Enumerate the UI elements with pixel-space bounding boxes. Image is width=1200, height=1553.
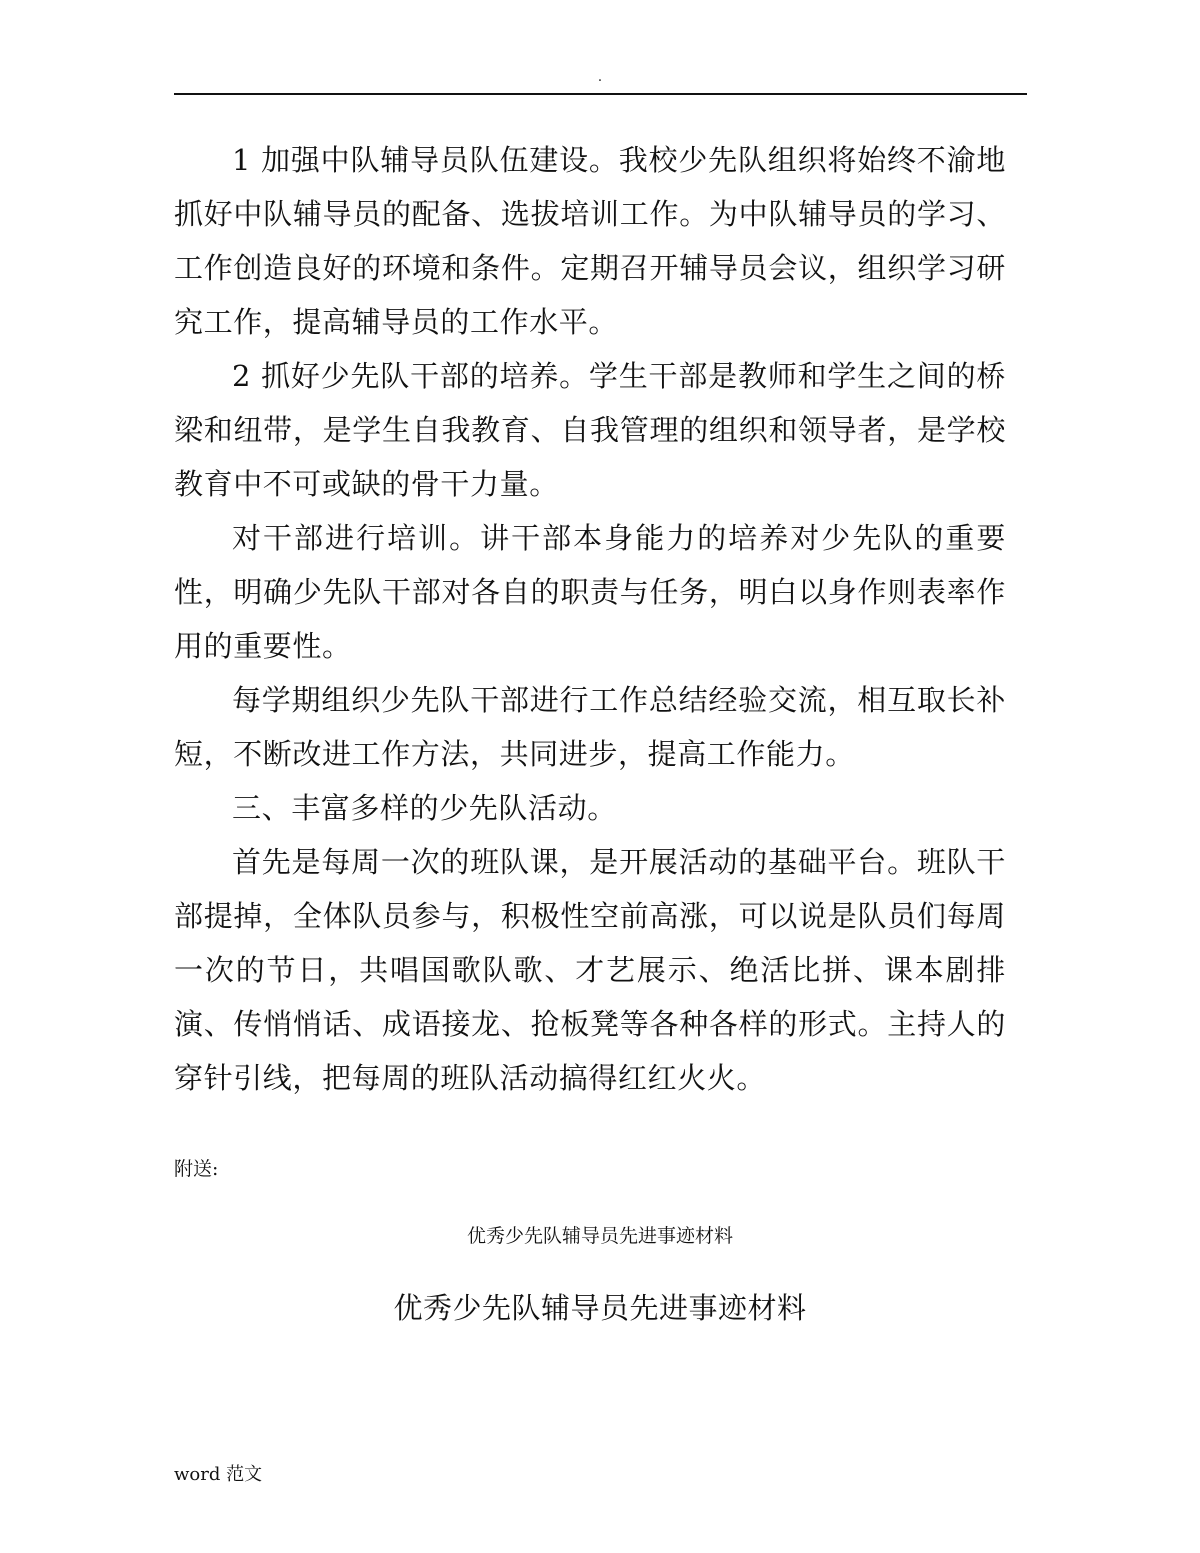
paragraph-5: 首先是每周一次的班队课，是开展活动的基础平台。班队干部提掉，全体队员参与，积极性空前高涨，可以说是队员们每周一次的节日，共唱国歌队歌、才艺展示、绝活比拼、课本剧排演、传悄悄话、成语接龙、抢板凳等各种各样的形式。主持人的穿针引线，把每周的班队活动搞得红红火火。 <box>174 845 1006 1095</box>
paragraph-1: 1 加强中队辅导员队伍建设。我校少先队组织将始终不渝地抓好中队辅导员的配备、选拔培训工作。为中队辅导员的学习、工作创造良好的环境和条件。定期召开辅导员会议，组织学习研究工作，提高辅导员的工作水平。 <box>174 143 1006 339</box>
attachment-subtitle: 优秀少先队辅导员先进事迹材料 <box>466 1225 733 1247</box>
section-heading: 三、丰富多样的少先队活动。 <box>232 791 617 825</box>
page-footer: word 范文 <box>174 1464 263 1485</box>
paragraph-4: 每学期组织少先队干部进行工作总结经验交流，相互取长补短，不断改进工作方法，共同进步，提高工作能力。 <box>174 683 1006 771</box>
paragraph-3: 对干部进行培训。讲干部本身能力的培养对少先队的重要性，明确少先队干部对各自的职责与任务，明白以身作则表率作用的重要性。 <box>174 521 1006 663</box>
header-mark: . <box>597 69 603 85</box>
paragraph-2: 2 抓好少先队干部的培养。学生干部是教师和学生之间的桥梁和纽带，是学生自我教育、自我管理的组织和领导者，是学校教育中不可或缺的骨干力量。 <box>174 359 1006 501</box>
document-body <box>174 133 1006 1105</box>
attachment-label: 附送: <box>174 1158 219 1180</box>
header-rule <box>174 93 1027 95</box>
attachment-title: 优秀少先队辅导员先进事迹材料 <box>393 1291 807 1325</box>
